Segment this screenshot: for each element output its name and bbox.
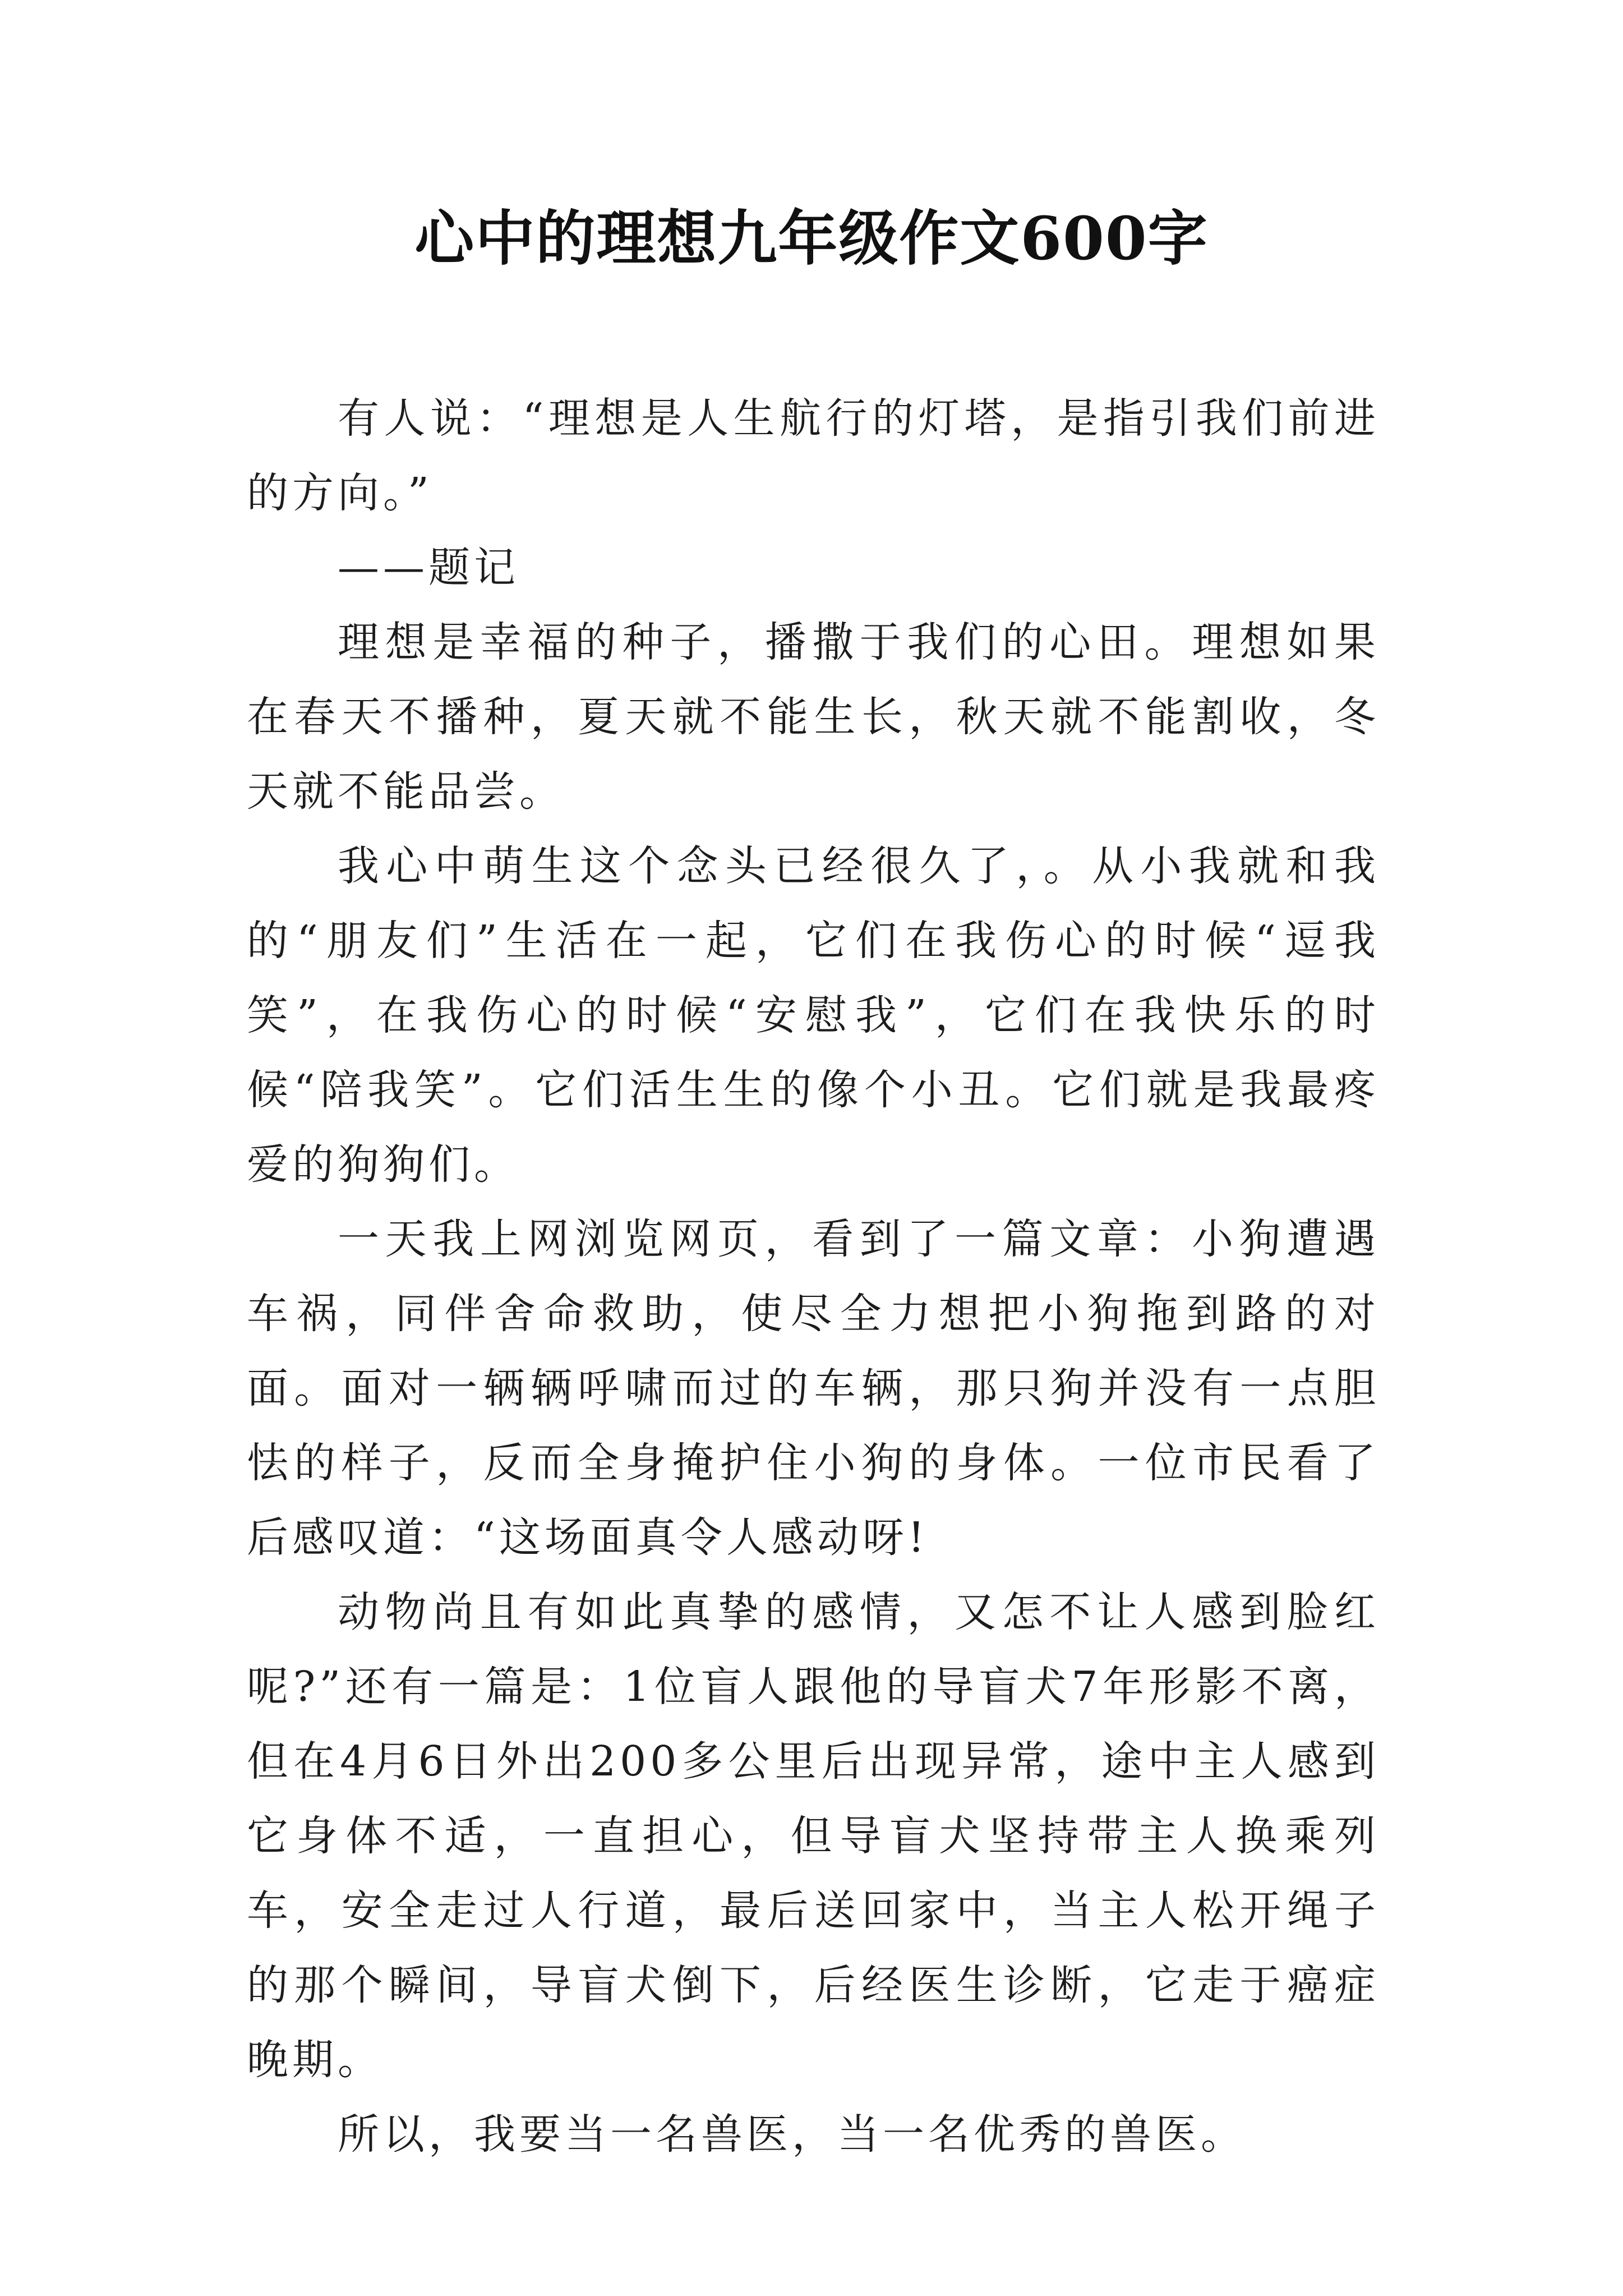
paragraph-car-accident-story: 一天我上网浏览网页，看到了一篇文章：小狗遭遇车祸，同伴舍命救助，使尽全力想把小狗拖到路的对面。面对一辆辆呼啸而过的车辆，那只狗并没有一点胆怯的样子，反而全身掩护住小狗的身体。一位市民看了后感叹道：“这场面真令人感动呀! bbox=[247, 1215, 1380, 1562]
paragraph-epigraph: 有人说：“理想是人生航行的灯塔，是指引我们前进的方向。” bbox=[247, 394, 1380, 517]
paragraph-epigraph-attribution: ——题记 bbox=[338, 544, 519, 592]
document-title: 心中的理想九年级作文600字 bbox=[414, 203, 1209, 273]
document-body bbox=[247, 381, 1380, 2172]
paragraph-ideal-seed: 理想是幸福的种子，播撒于我们的心田。理想如果在春天不播种，夏天就不能生长，秋天就不能割收，冬天就不能品尝。 bbox=[247, 618, 1380, 816]
paragraph-dog-friends: 我心中萌生这个念头已经很久了，。从小我就和我的“朋友们”生活在一起，它们在我伤心的时候“逗我笑”，在我伤心的时候“安慰我”，它们在我快乐的时候“陪我笑”。它们活生生的像个小丑。它们就是我最疼爱的狗狗们。 bbox=[247, 842, 1380, 1189]
paragraph-guide-dog-story: 动物尚且有如此真挚的感情，又怎不让人感到脸红呢?”还有一篇是：1位盲人跟他的导盲犬7年形影不离，但在4月6日外出200多公里后出现异常，途中主人感到它身体不适，一直担心，但导盲犬坚持带主人换乘列车，安全走过人行道，最后送回家中，当主人松开绳子的那个瞬间，导盲犬倒下，后经医生诊断，它走于癌症晚期。 bbox=[247, 1588, 1380, 2084]
paragraph-conclusion: 所以，我要当一名兽医，当一名优秀的兽医。 bbox=[338, 2110, 1246, 2159]
